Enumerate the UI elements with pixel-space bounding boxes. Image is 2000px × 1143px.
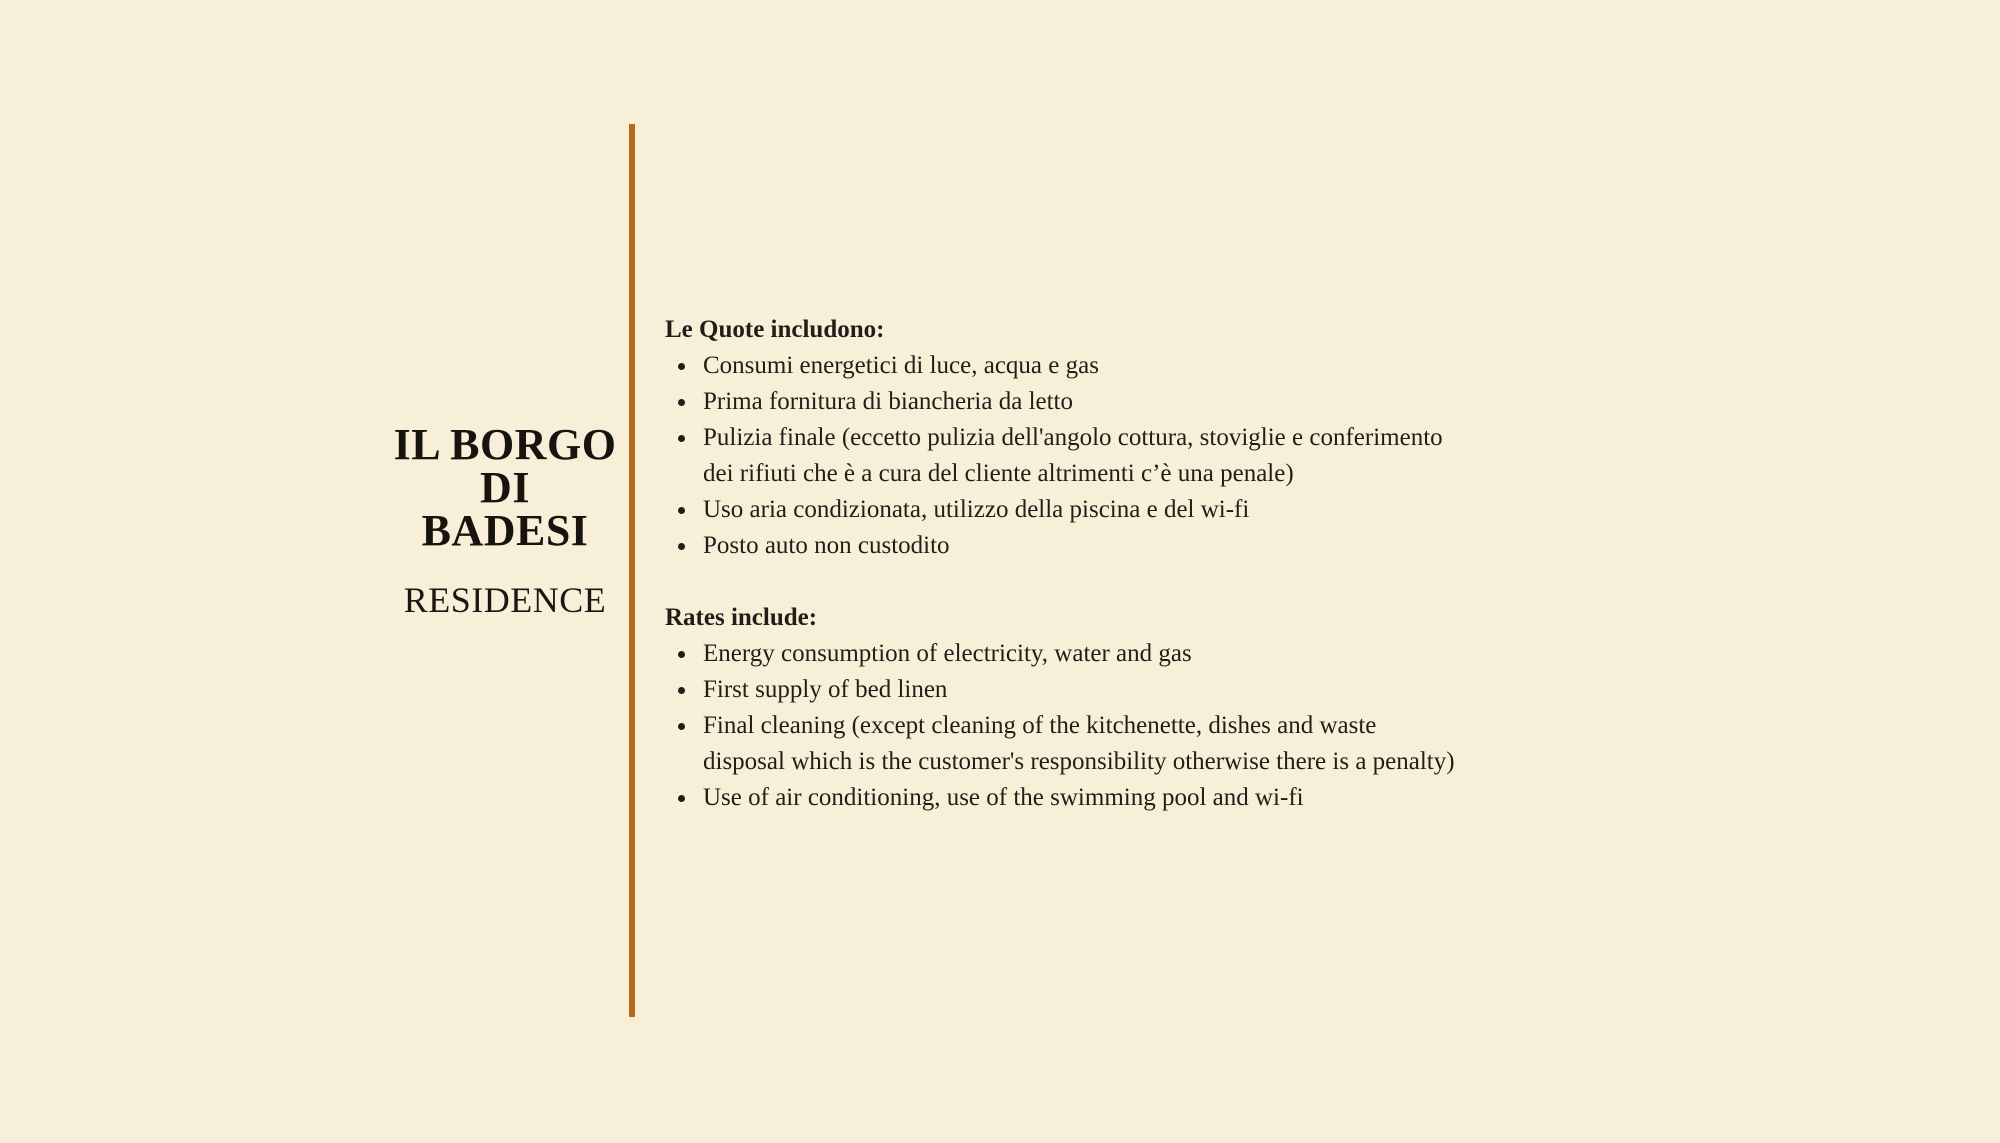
section-spacer xyxy=(665,564,1515,600)
brand-title-line-1: IL BORGO xyxy=(393,420,617,469)
list-item xyxy=(665,420,1515,492)
bullet-icon xyxy=(678,399,685,406)
bullet-icon xyxy=(678,435,685,442)
brand-title-line-2: DI xyxy=(480,463,530,512)
list-item xyxy=(665,672,1515,708)
list-item-text: Prima fornitura di biancheria da letto xyxy=(703,388,1074,415)
brand-title-line-3: BADESI xyxy=(421,506,589,555)
list-item xyxy=(665,528,1515,564)
list-item-text: Posto auto non custodito xyxy=(703,532,950,559)
bullet-icon xyxy=(678,723,685,730)
list-item xyxy=(665,348,1515,384)
bullet-icon xyxy=(678,687,685,694)
list-item-text: Use of air conditioning, use of the swimming pool and wi-fi xyxy=(703,784,1304,811)
list-item-text: Uso aria condizionata, utilizzo della piscina e del wi-fi xyxy=(703,496,1250,523)
section-heading-english: Rates include: xyxy=(665,604,818,631)
brand-subtitle: RESIDENCE xyxy=(403,580,607,620)
list-item xyxy=(665,492,1515,528)
italian-list xyxy=(665,348,1515,564)
list-item-text: First supply of bed linen xyxy=(703,676,948,703)
list-item xyxy=(665,636,1515,672)
list-item-text: Energy consumption of electricity, water and gas xyxy=(703,640,1192,667)
rates-content xyxy=(665,312,1515,816)
english-section xyxy=(665,600,1515,816)
bullet-icon xyxy=(678,795,685,802)
bullet-icon xyxy=(678,651,685,658)
list-item-text: Pulizia finale (eccetto pulizia dell'angolo cottura, stoviglie e conferimento dei rifiuti che è a cura del cliente altrimenti c’è una penale) xyxy=(703,424,1443,487)
list-item-text: Consumi energetici di luce, acqua e gas xyxy=(703,352,1099,379)
brand-block xyxy=(380,420,630,620)
vertical-divider xyxy=(629,124,635,1017)
bullet-icon xyxy=(678,507,685,514)
english-list xyxy=(665,636,1515,816)
list-item-text: Final cleaning (except cleaning of the kitchenette, dishes and waste disposal which is the customer's responsibility otherwise there is a penalty) xyxy=(703,712,1455,775)
italian-section xyxy=(665,312,1515,564)
list-item xyxy=(665,708,1515,780)
list-item xyxy=(665,780,1515,816)
list-item xyxy=(665,384,1515,420)
section-heading-italian: Le Quote includono: xyxy=(665,316,885,343)
bullet-icon xyxy=(678,363,685,370)
bullet-icon xyxy=(678,543,685,550)
